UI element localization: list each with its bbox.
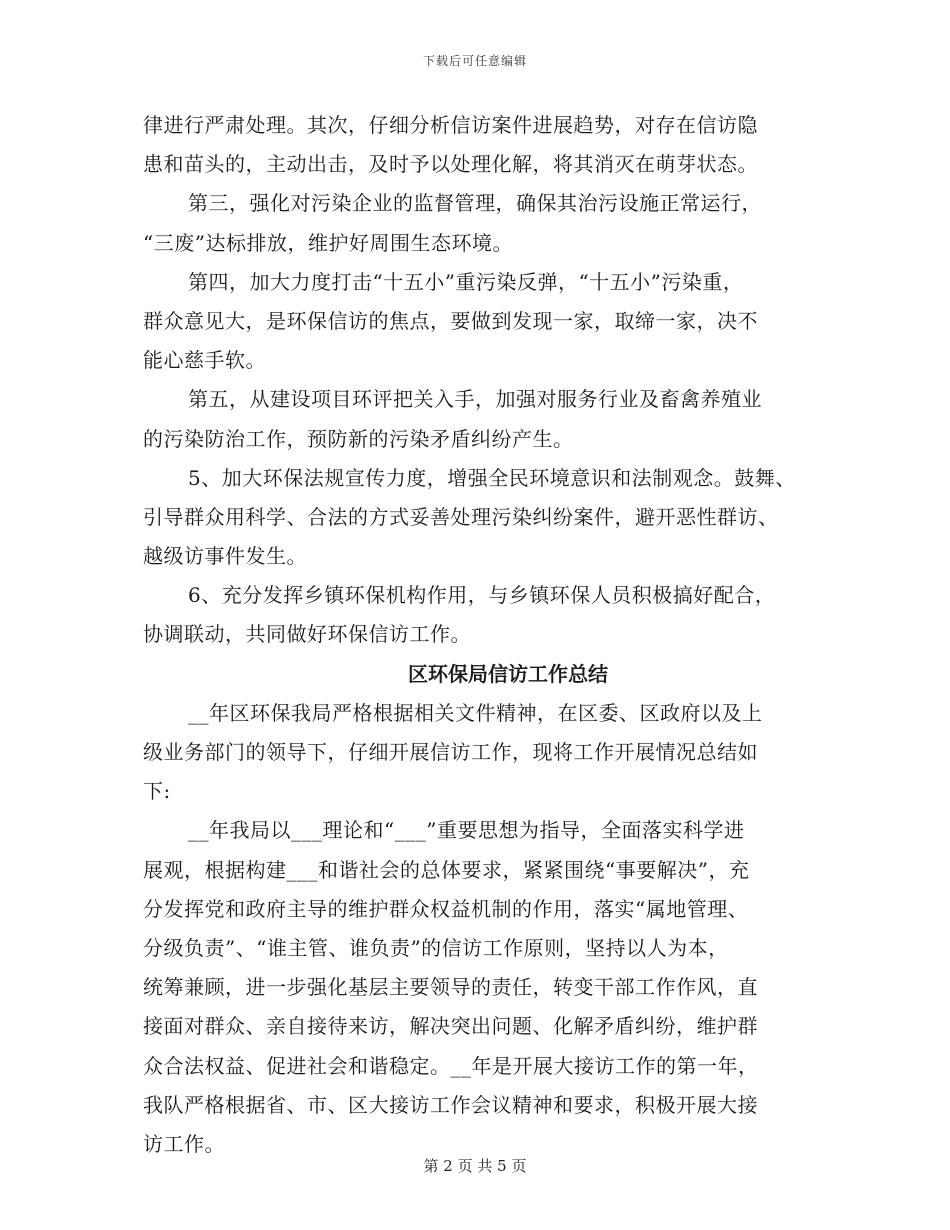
paragraph-line: 众合法权益、促进社会和谐稳定。__年是开展大接访工作的第一年， — [143, 1053, 759, 1078]
paragraph-line: __年区环保我局严格根据相关文件精神，在区委、区政府以及上 — [188, 700, 763, 725]
paragraph-line: 分发挥党和政府主导的维护群众权益机制的作用，落实“属地管理、 — [143, 896, 749, 921]
paragraph-line: 第四，加大力度打击“十五小”重污染反弹，“十五小”污染重， — [188, 269, 744, 294]
paragraph-line: 第五，从建设项目环评把关入手，加强对服务行业及畜禽养殖业 — [188, 387, 762, 412]
paragraph-line: 引导群众用科学、合法的方式妥善处理污染纠纷案件，避开恶性群访、 — [143, 504, 779, 529]
paragraph-line: 接面对群众、亲自接待来访，解决突出问题、化解矛盾纠纷，维护群 — [143, 1014, 758, 1039]
document-body — [143, 106, 813, 1164]
paragraph-line: “三废”达标排放，维护好周围生态环境。 — [143, 230, 513, 255]
paragraph-line: 的污染防治工作，预防新的污染矛盾纠纷产生。 — [143, 426, 574, 451]
paragraph-line: 统筹兼顾，进一步强化基层主要领导的责任，转变干部工作作风，直 — [143, 975, 758, 1000]
page-header: 下载后可任意编辑 — [422, 54, 527, 68]
paragraph-line: 协调联动，共同做好环保信访工作。 — [143, 622, 471, 647]
section-title: 区环保局信访工作总结 — [408, 661, 608, 686]
paragraph-line: 展观，根据构建___和谐社会的总体要求，紧紧围绕“事要解决”，充 — [143, 857, 750, 882]
paragraph-line: 5、加大环保法规宣传力度，增强全民环境意识和法制观念。鼓舞、 — [188, 465, 796, 490]
paragraph-line: 群众意见大，是环保信访的焦点，要做到发现一家，取缔一家，决不 — [143, 308, 758, 333]
paragraph-line: 律进行严肃处理。其次，仔细分析信访案件进展趋势，对存在信访隐 — [143, 113, 758, 137]
paragraph-line: 我队严格根据省、市、区大接访工作会议精神和要求，积极开展大接 — [143, 1092, 758, 1117]
paragraph-line: 分级负责”、“谁主管、谁负责”的信访工作原则，坚持以人为本， — [143, 935, 729, 960]
paragraph-line: 6、充分发挥乡镇环保机构作用，与乡镇环保人员积极搞好配合， — [188, 583, 776, 608]
paragraph-line: 级业务部门的领导下，仔细开展信访工作，现将工作开展情况总结如 — [143, 740, 758, 764]
paragraph-line: 下: — [143, 779, 171, 804]
page-number: 第 2 页 共 5 页 — [423, 1157, 527, 1175]
paragraph-line: 能心慈手软。 — [143, 348, 266, 373]
paragraph-line: 访工作。 — [143, 1131, 225, 1156]
paragraph-line: 越级访事件发生。 — [143, 544, 307, 569]
paragraph-line: __年我局以___理论和“___”重要思想为指导，全面落实科学进 — [188, 818, 745, 843]
paragraph-line: 第三，强化对污染企业的监督管理，确保其治污设施正常运行， — [188, 191, 762, 216]
paragraph-line: 患和苗头的，主动出击，及时予以处理化解，将其消灭在萌芽状态。 — [143, 152, 758, 177]
